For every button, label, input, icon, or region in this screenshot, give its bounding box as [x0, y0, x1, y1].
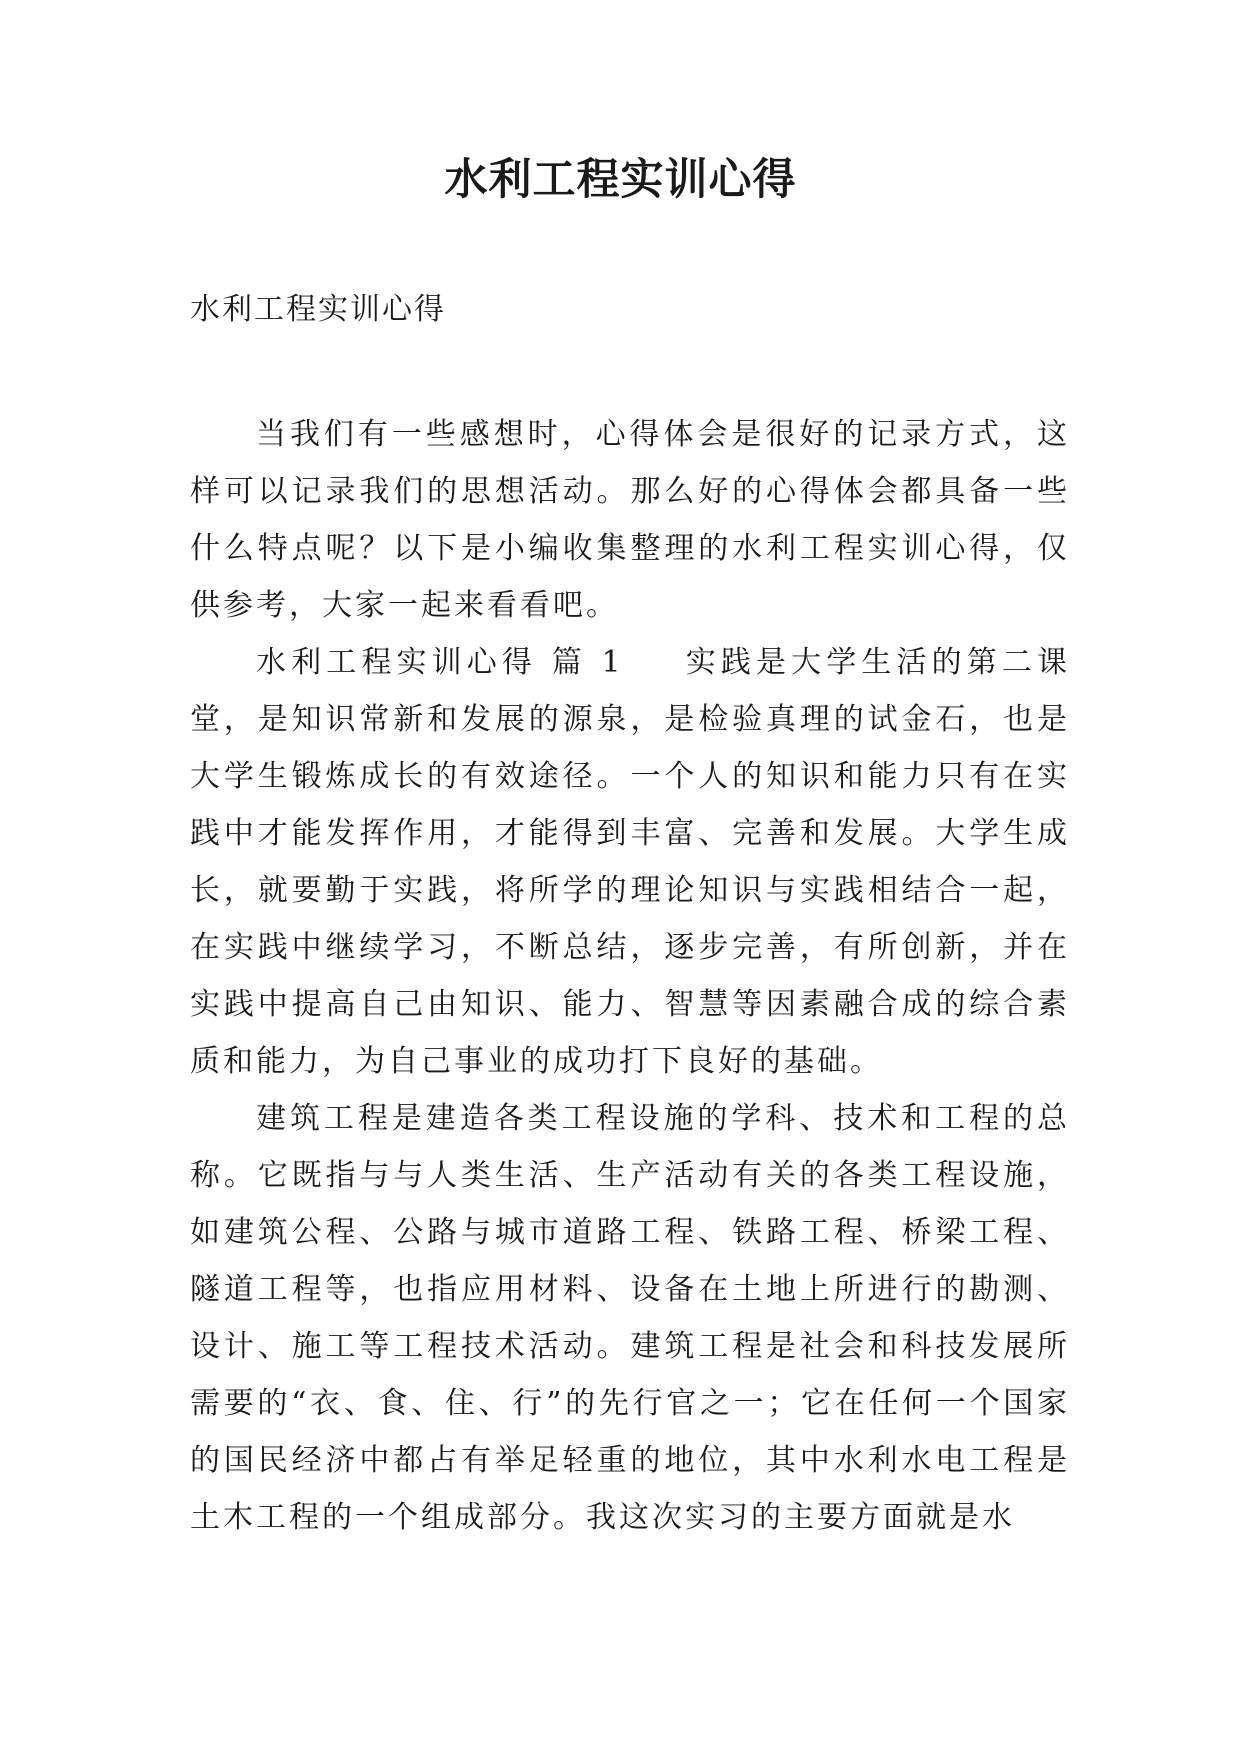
paragraph-text: 当我们有一些感想时，心得体会是很好的记录方式，这样可以记录我们的思想活动。那么好的心得体会都具备一些什么特点呢？以下是小编收集整理的水利工程实训心得，仅供参考，大家一起来看看吧。 [190, 417, 1070, 623]
intro-paragraph [190, 406, 1070, 634]
paragraph-text: 实践是大学生活的第二课堂，是知识常新和发展的源泉，是检验真理的试金石，也是大学生锻炼成长的有效途径。一个人的知识和能力只有在实践中才能发挥作用，才能得到丰富、完善和发展。大学生成长，就要勤于实践，将所学的理论知识与实践相结合一起，在实践中继续学习，不断总结，逐步完善，有所创新，并在实践中提高自己由知识、能力、智慧等因素融合成的综合素质和能力，为自己事业的成功打下良好的基础。 [190, 645, 1070, 1079]
document-subtitle: 水利工程实训心得 [190, 292, 446, 327]
section-heading: 水利工程实训心得 篇 1 [256, 645, 624, 680]
section-paragraph [190, 634, 1070, 1090]
paragraph-text: 建筑工程是建造各类工程设施的学科、技术和工程的总称。它既指与与人类生活、生产活动有关的各类工程设施，如建筑公程、公路与城市道路工程、铁路工程、桥梁工程、隧道工程等，也指应用材料、设备在土地上所进行的勘测、设计、施工等工程技术活动。建筑工程是社会和科技发展所需要的“衣、食、住、行”的先行官之一；它在任何一个国家的国民经济中都占有举足轻重的地位，其中水利水电工程是土木工程的一个组成部分。我这次实习的主要方面就是水 [190, 1101, 1070, 1535]
document-body [190, 406, 1070, 1546]
body-paragraph [190, 1090, 1070, 1546]
document-title: 水利工程实训心得 [444, 155, 797, 205]
